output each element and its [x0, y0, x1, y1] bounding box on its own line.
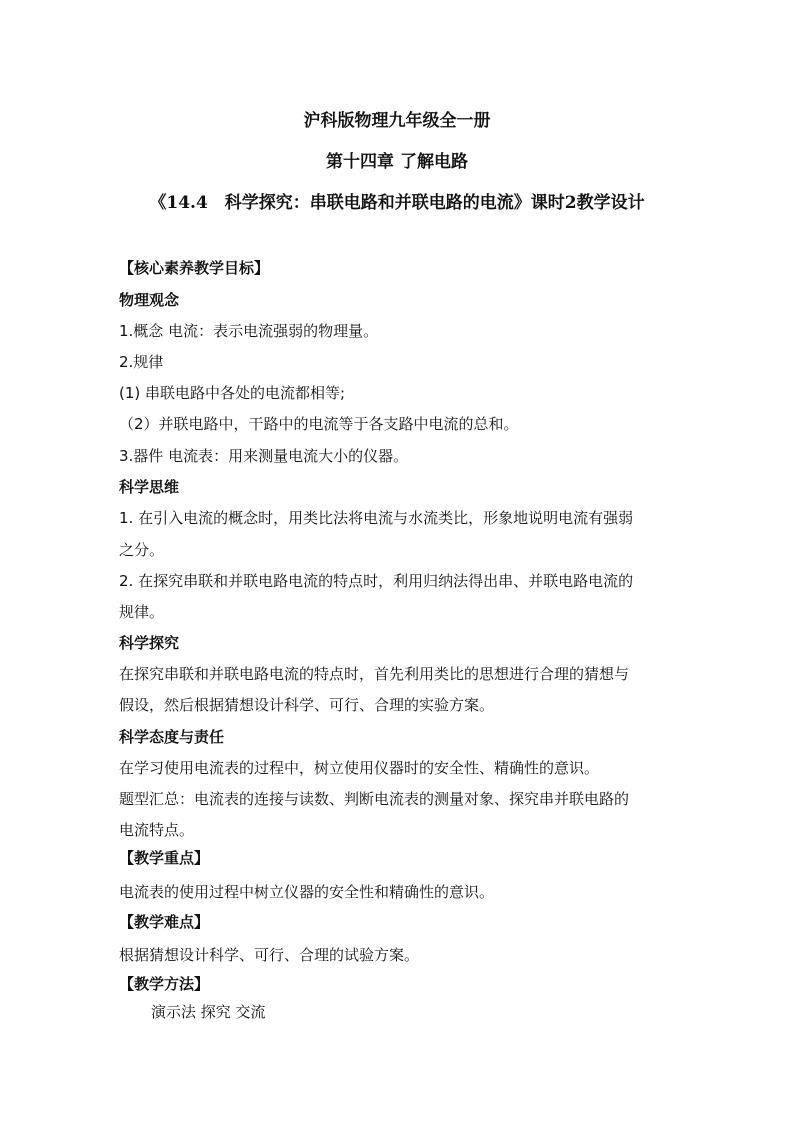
core-goals-heading: 【核心素养教学目标】	[119, 259, 270, 277]
physics-concept-heading: 物理观念	[119, 291, 180, 309]
thinking-line: 规律。	[119, 603, 165, 621]
document-title: 沪科版物理九年级全一册	[303, 111, 491, 131]
concept-line: （2）并联电路中，干路中的电流等于各支路中电流的总和。	[119, 415, 519, 433]
thinking-line: 1. 在引入电流的概念时，用类比法将电流与水流类比，形象地说明电流有强弱	[119, 509, 634, 527]
inquiry-heading: 科学探究	[119, 634, 180, 652]
difficulty-heading: 【教学难点】	[119, 913, 210, 931]
concept-line: 1.概念 电流：表示电流强弱的物理量。	[119, 322, 379, 340]
key-points-heading: 【教学重点】	[119, 849, 210, 867]
attitude-line: 题型汇总：电流表的连接与读数、判断电流表的测量对象、探究串并联电路的	[119, 790, 630, 808]
method-text: 演示法 探究 交流	[151, 1003, 266, 1021]
attitude-heading: 科学态度与责任	[119, 728, 225, 746]
inquiry-line: 假设，然后根据猜想设计科学、可行、合理的实验方案。	[119, 696, 495, 714]
concept-line: 2.规律	[119, 353, 164, 371]
attitude-line: 电流特点。	[119, 821, 195, 839]
difficulty-text: 根据猜想设计科学、可行、合理的试验方案。	[119, 946, 420, 964]
method-heading: 【教学方法】	[119, 975, 210, 993]
lesson-title: 《14.4 科学探究：串联电路和并联电路的电流》课时2教学设计	[149, 193, 645, 213]
concept-line: (1) 串联电路中各处的电流都相等;	[119, 384, 346, 402]
thinking-line: 2. 在探究串联和并联电路电流的特点时，利用归纳法得出串、并联电路电流的	[119, 572, 634, 590]
chapter-title: 第十四章 了解电路	[326, 152, 468, 172]
thinking-line: 之分。	[119, 541, 165, 559]
attitude-line: 在学习使用电流表的过程中，树立使用仪器时的安全性、精确性的意识。	[119, 759, 600, 777]
key-points-text: 电流表的使用过程中树立仪器的安全性和精确性的意识。	[119, 883, 495, 901]
concept-line: 3.器件 电流表：用来测量电流大小的仪器。	[119, 447, 409, 465]
inquiry-line: 在探究串联和并联电路电流的特点时，首先利用类比的思想进行合理的猜想与	[119, 665, 630, 683]
thinking-heading: 科学思维	[119, 478, 180, 496]
